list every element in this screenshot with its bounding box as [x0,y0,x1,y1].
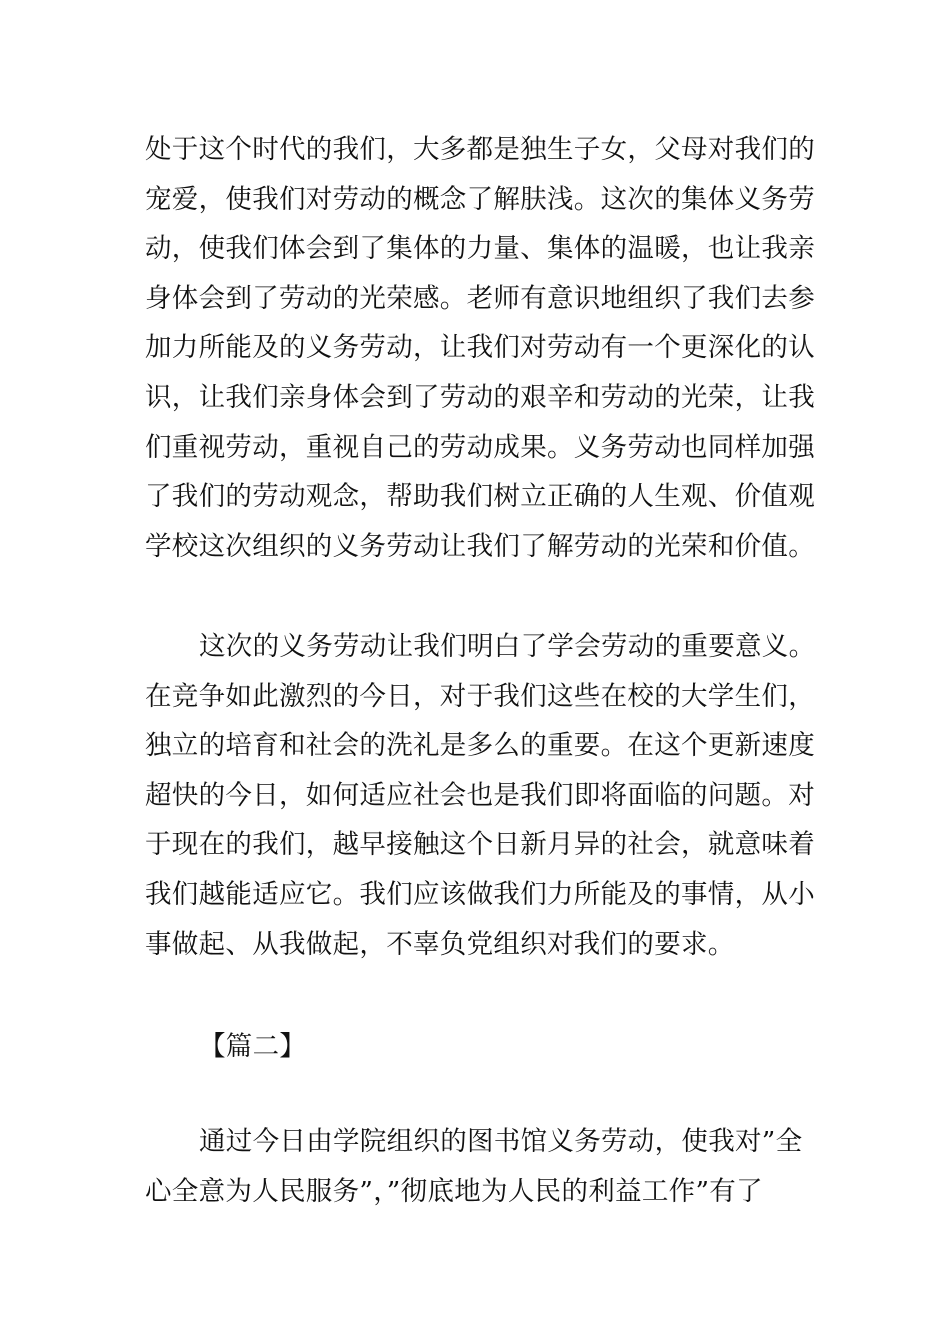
paragraph-line: 加力所能及的义务劳动，让我们对劳动有一个更深化的认 [145,332,815,364]
paragraph-line: 独立的培育和社会的洗礼是多么的重要。在这个更新速度 [145,730,815,762]
paragraph-line: 超快的今日，如何适应社会也是我们即将面临的问题。对 [145,779,815,811]
section-heading [145,1022,810,1072]
paragraph-line: 事做起、从我做起，不辜负党组织对我们的要求。 [145,928,735,960]
paragraph-line: 们重视劳动，重视自己的劳动成果。义务劳动也同样加强 [145,431,815,463]
paragraph-line: 了我们的劳动观念，帮助我们树立正确的人生观、价值观 [145,481,815,513]
paragraph-3 [145,1117,810,1216]
paragraph-line: 于现在的我们，越早接触这个日新月异的社会，就意味着 [145,829,815,861]
paragraph-line: 我们越能适应它。我们应该做我们力所能及的事情，从小 [145,878,815,910]
paragraph-line: 动，使我们体会到了集体的力量、集体的温暖，也让我亲 [145,233,815,265]
paragraph-line: 学校这次组织的义务劳动让我们了解劳动的光荣和价值。 [145,530,815,562]
paragraph-line: 心全意为人民服务”，”彻底地为人民的利益工作”有了 [145,1175,763,1207]
paragraph-line: 在竞争如此激烈的今日，对于我们这些在校的大学生们， [145,680,815,712]
paragraph-line: 宠爱，使我们对劳动的概念了解肤浅。这次的集体义务劳 [145,183,815,215]
paragraph-line: 处于这个时代的我们，大多都是独生子女，父母对我们的 [145,134,815,165]
paragraph-line: 通过今日由学院组织的图书馆义务劳动，使我对”全 [199,1126,803,1157]
section-heading-text: 【篇二】 [199,1031,307,1062]
paragraph-line: 这次的义务劳动让我们明白了学会劳动的重要意义。 [199,631,816,662]
paragraph-2 [145,622,816,969]
paragraph-line: 身体会到了劳动的光荣感。老师有意识地组织了我们去参 [145,282,815,314]
paragraph-line: 识，让我们亲身体会到了劳动的艰辛和劳动的光荣，让我 [145,381,815,413]
paragraph-1 [145,125,815,571]
